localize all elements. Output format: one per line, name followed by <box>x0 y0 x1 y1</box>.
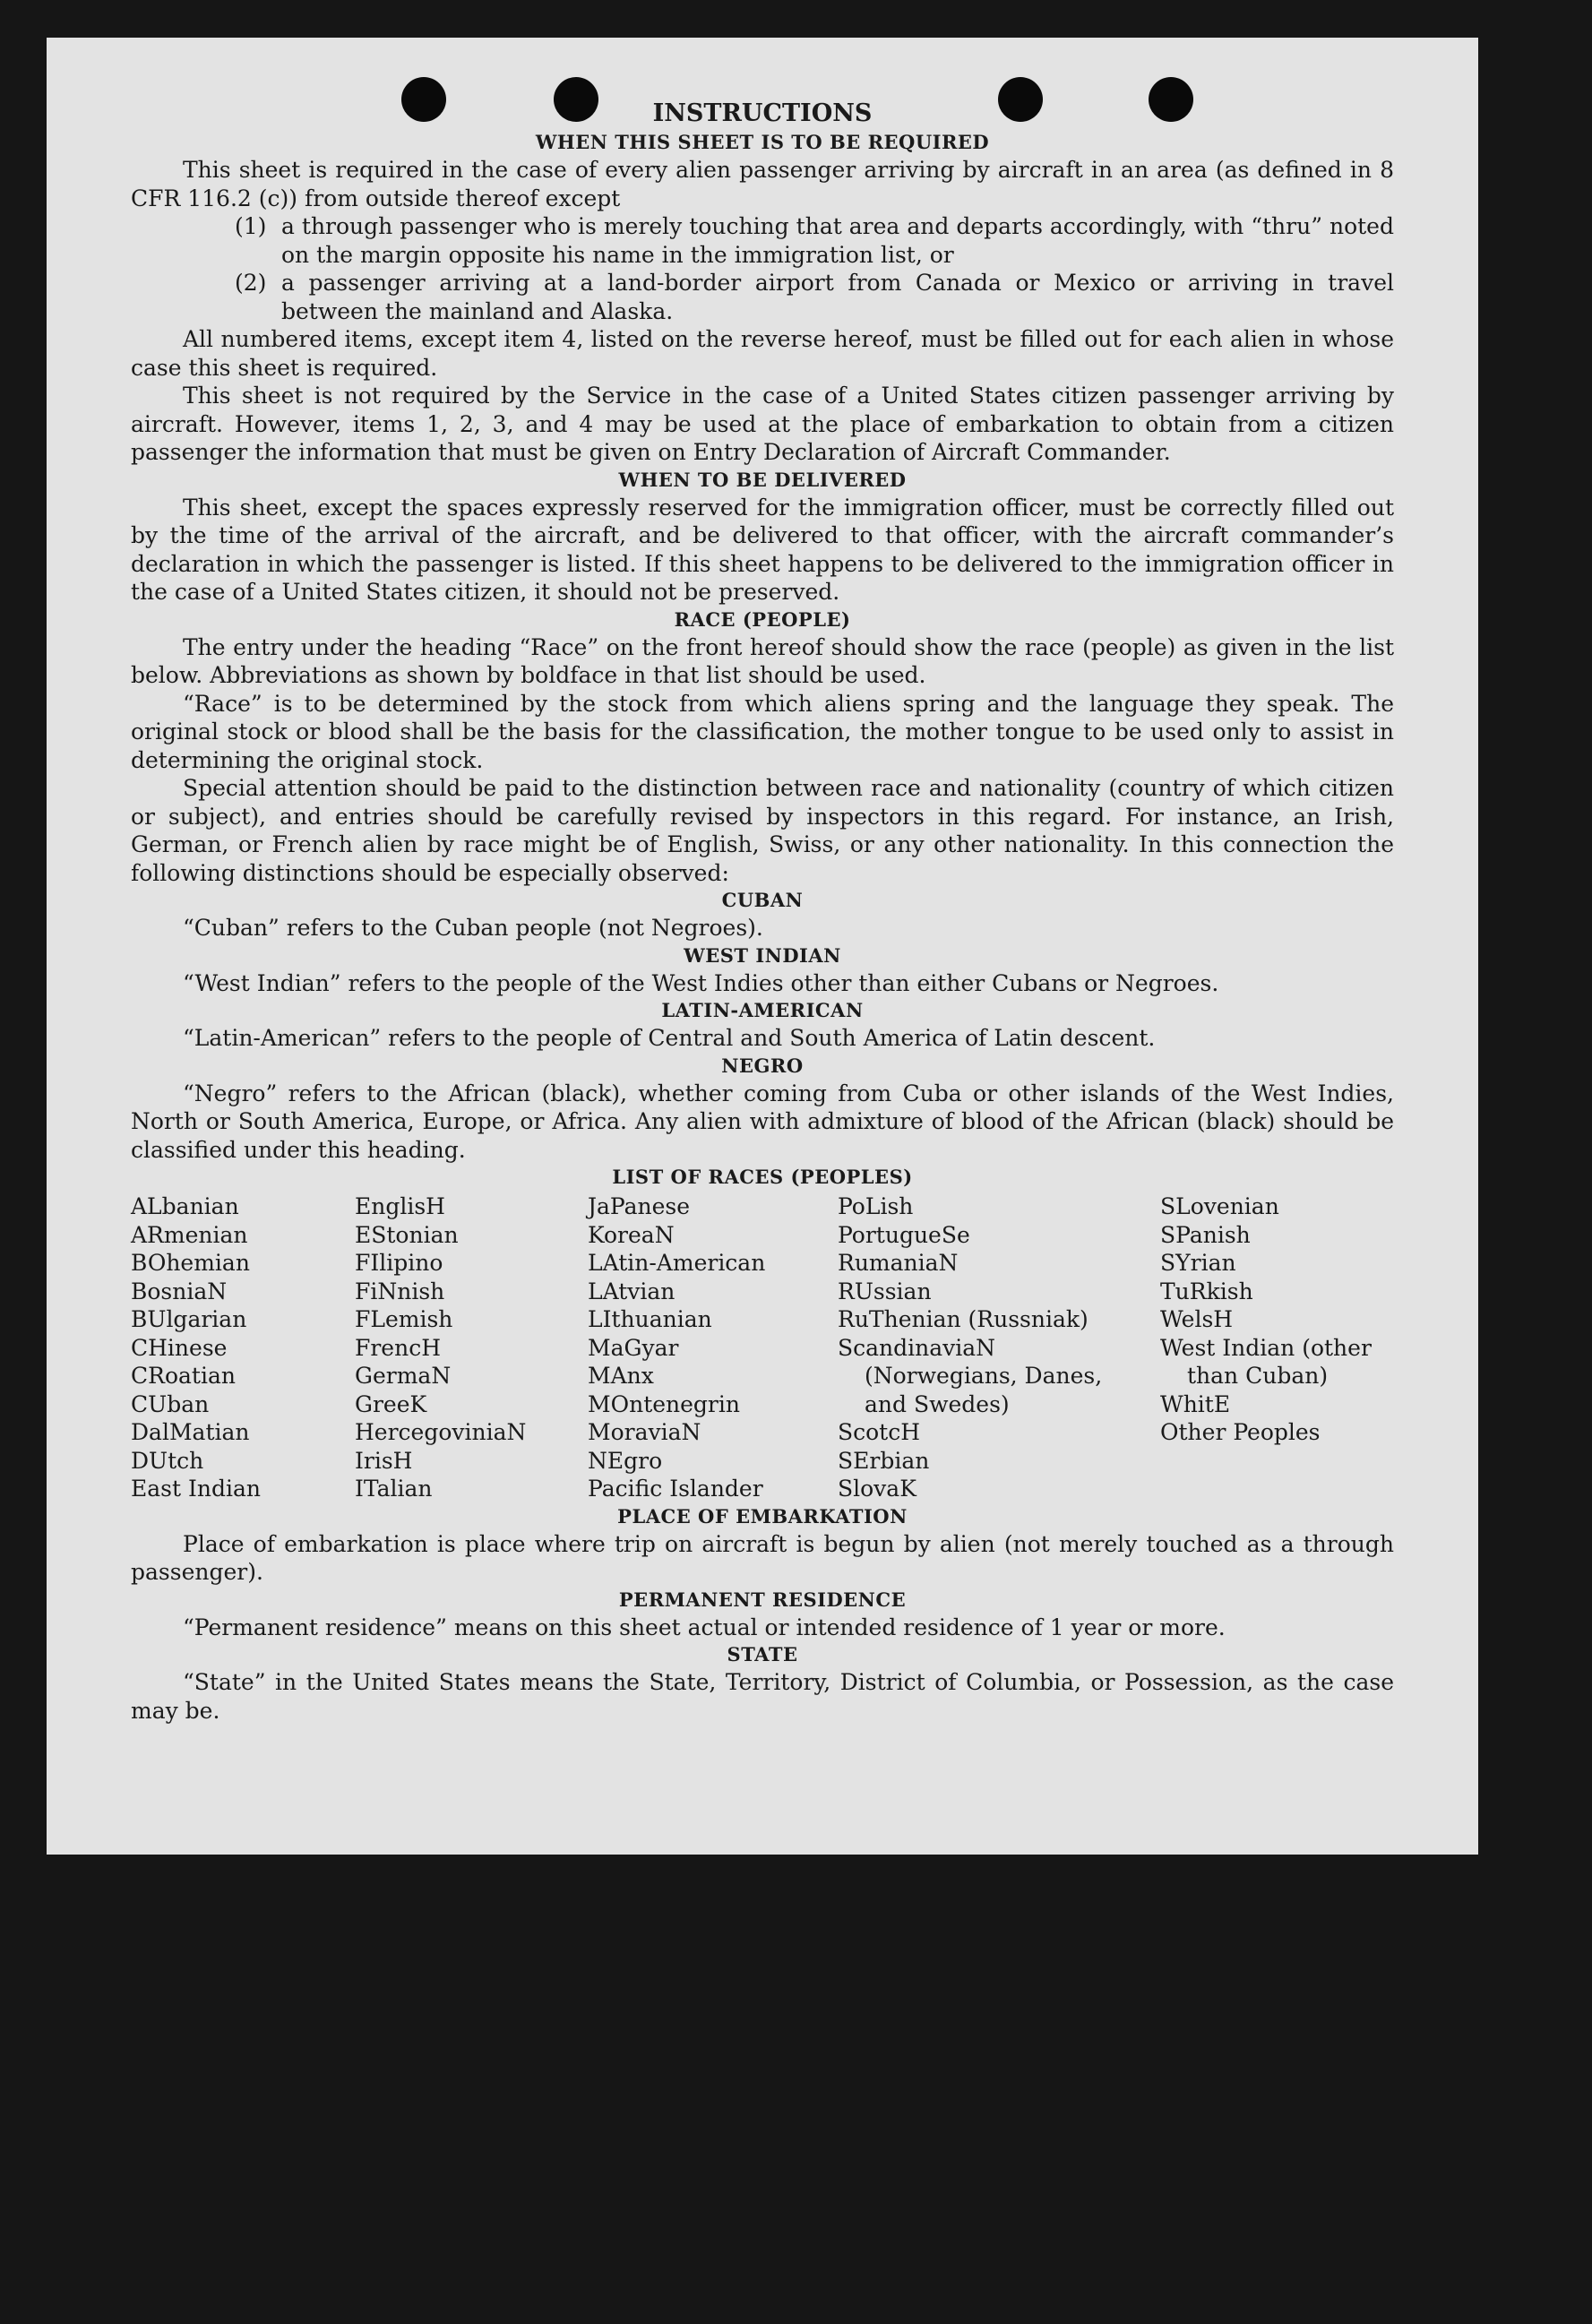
race-entry: CUban <box>131 1390 210 1417</box>
paragraph: Special attention should be paid to the distinction between race and nationality (country of which citizen or subject), and entries should be carefully revised by inspectors in this regard. For instance, an Irish, German, or French alien by race might be of English, Swiss, or any other nationality. In this connection the following distinctions should be especially observed: <box>131 775 1394 886</box>
race-entry: LAtvian <box>588 1278 676 1304</box>
race-entry: EStonian <box>355 1221 459 1248</box>
race-entry: WelsH <box>1160 1306 1234 1332</box>
list-item <box>131 269 1394 325</box>
punch-hole <box>998 77 1043 122</box>
punch-hole <box>1149 77 1193 122</box>
race-entry: SlovaK <box>838 1476 916 1502</box>
race-column <box>588 1192 838 1503</box>
race-entry: MaGyar <box>588 1334 679 1361</box>
punch-hole <box>401 77 446 122</box>
race-list <box>131 1192 1394 1503</box>
race-entry: TuRkish <box>1160 1278 1253 1304</box>
race-entry: IrisH <box>355 1447 413 1474</box>
paragraph: This sheet is not required by the Service in the case of a United States citizen passenger arriving by aircraft. However, items 1, 2, 3, and 4 may be used at the place of embarkation to obtain from a citizen passenger the information that must be given on Entry Declaration of Aircraft Commander. <box>131 383 1394 465</box>
race-entry: SLovenian <box>1160 1193 1279 1219</box>
race-column <box>355 1192 588 1503</box>
race-column <box>131 1192 355 1503</box>
race-entry: Pacific Islander <box>588 1476 763 1502</box>
race-entry: WhitE <box>1160 1390 1231 1417</box>
race-entry: ScotcH <box>838 1419 921 1445</box>
race-entry: West Indian (other than Cuban) <box>1160 1334 1372 1389</box>
definition: “Cuban” refers to the Cuban people (not Negroes). <box>183 915 763 941</box>
race-entry: RumaniaN <box>838 1250 959 1276</box>
race-entry: BOhemian <box>131 1250 250 1276</box>
section-heading: STATE <box>727 1643 798 1666</box>
paragraph: This sheet, except the spaces expressly reserved for the immigration officer, must be correctly filled out by the time of the arrival of the aircraft, and be delivered to that officer, with the aircraft commander’s declaration in which the passenger is listed. If this sheet happens to be delivered to the immigration officer in the case of a United States citizen, it should not be preserved. <box>131 494 1394 605</box>
race-entry: KoreaN <box>588 1221 675 1248</box>
paragraph: “Race” is to be determined by the stock from which aliens spring and the language they speak. The original stock or blood shall be the basis for the classification, the mother tongue to be used only to assist in determining the original stock. <box>131 690 1394 773</box>
race-entry: MOntenegrin <box>588 1390 740 1417</box>
race-entry: SYrian <box>1160 1250 1236 1276</box>
section-heading: WEST INDIAN <box>684 943 841 967</box>
instruction-sheet <box>47 38 1478 1855</box>
race-entry: RuThenian (Russniak) <box>838 1306 1089 1332</box>
race-entry: RUssian <box>838 1278 932 1304</box>
race-entry: LAtin-American <box>588 1250 766 1276</box>
race-entry: NEgro <box>588 1447 663 1474</box>
section-heading: PERMANENT RESIDENCE <box>618 1588 907 1611</box>
definition: “Latin-American” refers to the people of Central and South America of Latin descent. <box>183 1025 1156 1051</box>
race-column <box>838 1192 1160 1503</box>
paragraph: The entry under the heading “Race” on the front hereof should show the race (people) as given in the list below. Abbreviations as shown by boldface in that list should be used. <box>131 633 1394 688</box>
section-heading: LIST OF RACES (PEOPLES) <box>612 1166 913 1188</box>
definition: Place of embarkation is place where trip on aircraft is begun by alien (not merely touched as a through passenger). <box>131 1530 1394 1585</box>
race-entry: SPanish <box>1160 1221 1251 1248</box>
section-heading: WHEN TO BE DELIVERED <box>618 468 907 491</box>
race-entry: ITalian <box>355 1476 433 1502</box>
race-entry: ScandinaviaN (Norwegians, Danes, and Swedes) <box>838 1334 1103 1417</box>
list-item <box>131 212 1394 269</box>
race-entry: FrencH <box>355 1334 441 1361</box>
section-heading: CUBAN <box>721 889 804 911</box>
race-entry: FLemish <box>355 1306 453 1332</box>
section-heading: PLACE OF EMBARKATION <box>617 1504 908 1528</box>
race-entry: FIlipino <box>355 1250 443 1276</box>
race-entry: JaPanese <box>588 1193 691 1219</box>
race-entry: PortugueSe <box>838 1221 970 1248</box>
race-entry: EnglisH <box>355 1193 445 1219</box>
race-entry: PoLish <box>838 1193 914 1219</box>
race-entry: SErbian <box>838 1447 930 1474</box>
race-entry: ARmenian <box>131 1221 248 1248</box>
paragraph: This sheet is required in the case of every alien passenger arriving by aircraft in an area (as defined in 8 CFR 116.2 (c)) from outside thereof except <box>131 157 1394 211</box>
punch-hole <box>554 77 598 122</box>
section-heading: RACE (PEOPLE) <box>674 607 851 631</box>
race-entry: DalMatian <box>131 1419 250 1445</box>
item-number: (2) <box>235 270 267 296</box>
race-entry: LIthuanian <box>588 1306 712 1332</box>
item-number: (1) <box>235 213 267 239</box>
section-heading: NEGRO <box>721 1054 804 1077</box>
section-heading: WHEN THIS SHEET IS TO BE REQUIRED <box>535 131 990 153</box>
paragraph: All numbered items, except item 4, listed on the reverse hereof, must be filled out for each alien in whose case this sheet is required. <box>131 326 1394 381</box>
race-entry: Other Peoples <box>1160 1419 1321 1445</box>
definition: “State” in the United States means the State, Territory, District of Columbia, or Possession, as the case may be. <box>131 1669 1394 1724</box>
race-entry: HercegoviniaN <box>355 1419 527 1445</box>
race-entry: East Indian <box>131 1476 261 1502</box>
definition: “Negro” refers to the African (black), whether coming from Cuba or other islands of the West Indies, North or South America, Europe, or Africa. Any alien with admixture of blood of the African (black) should be classified under this heading. <box>131 1080 1394 1163</box>
race-entry: BUlgarian <box>131 1306 247 1332</box>
page-title: INSTRUCTIONS <box>652 99 873 127</box>
section-heading: LATIN-AMERICAN <box>661 999 864 1021</box>
race-entry: BosniaN <box>131 1278 228 1304</box>
item-text: a through passenger who is merely touching that area and departs accordingly, with “thru” noted on the margin opposite his name in the immigration list, or <box>281 213 1394 268</box>
race-entry: MAnx <box>588 1363 654 1389</box>
race-entry: CRoatian <box>131 1363 236 1389</box>
race-entry: DUtch <box>131 1447 204 1474</box>
race-entry: GermaN <box>355 1363 452 1389</box>
race-entry: CHinese <box>131 1334 228 1361</box>
race-column <box>1160 1192 1394 1503</box>
race-entry: ALbanian <box>131 1193 239 1219</box>
definition: “Permanent residence” means on this sheet actual or intended residence of 1 year or more. <box>183 1614 1226 1640</box>
race-entry: FiNnish <box>355 1278 445 1304</box>
definition: “West Indian” refers to the people of the West Indies other than either Cubans or Negroes. <box>183 969 1219 996</box>
race-entry: GreeK <box>355 1390 427 1417</box>
race-entry: MoraviaN <box>588 1419 701 1445</box>
item-text: a passenger arriving at a land-border airport from Canada or Mexico or arriving in travel between the mainland and Alaska. <box>281 270 1394 324</box>
